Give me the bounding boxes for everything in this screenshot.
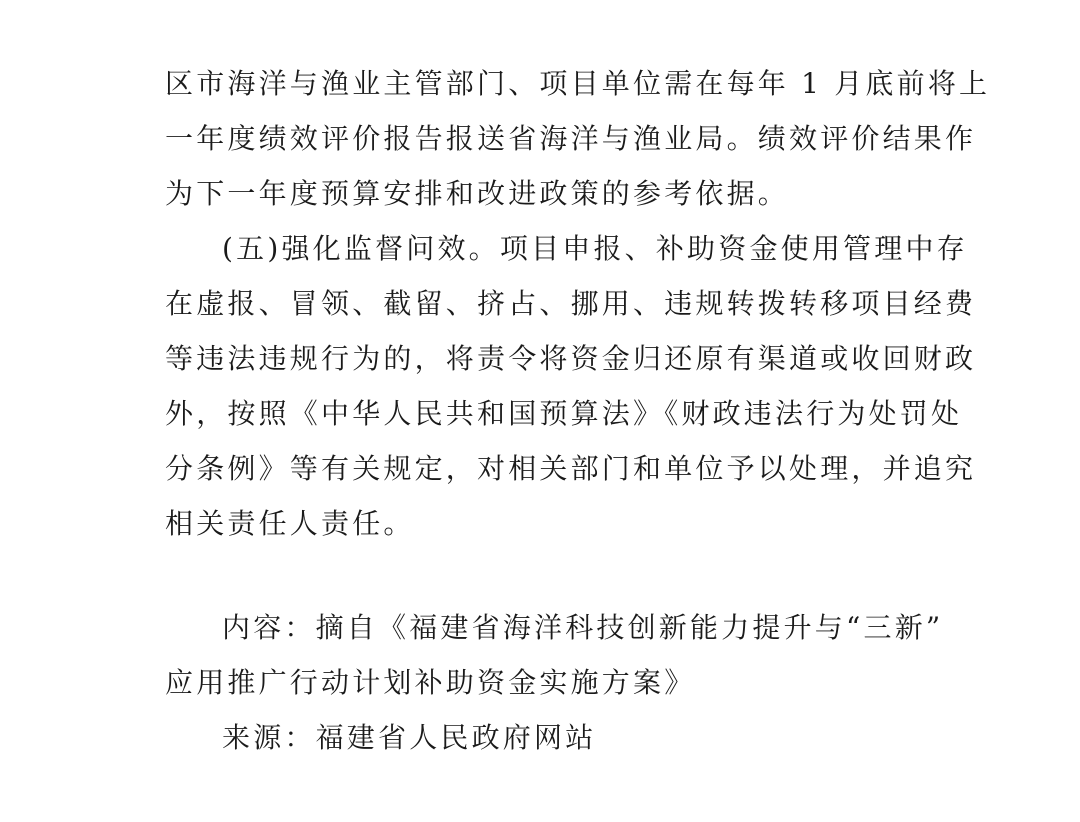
excerpt-note: 应用推广行动计划补助资金实施方案》 bbox=[165, 666, 696, 699]
text-line: 外，按照《中华人民共和国预算法》《财政违法行为处罚处 bbox=[165, 397, 963, 430]
text-line: 分条例》等有关规定，对相关部门和单位予以处理，并追究 bbox=[165, 452, 977, 485]
text-line: 相关责任人责任。 bbox=[165, 507, 415, 540]
text-line: 在虚报、冒领、截留、挤占、挪用、违规转拨转移项目经费 bbox=[165, 287, 977, 320]
source-note: 来源：福建省人民政府网站 bbox=[222, 721, 597, 754]
text-line: 为下一年度预算安排和改进政策的参考依据。 bbox=[165, 177, 790, 210]
text-line: 一年度绩效评价报告报送省海洋与渔业局。绩效评价结果作 bbox=[165, 122, 977, 155]
text-line: (五)强化监督问效。项目申报、补助资金使用管理中存 bbox=[222, 232, 968, 265]
text-line: 等违法违规行为的，将责令将资金归还原有渠道或收回财政 bbox=[165, 342, 977, 375]
excerpt-note: 内容：摘自《福建省海洋科技创新能力提升与“三新” bbox=[222, 611, 944, 644]
text-line: 区市海洋与渔业主管部门、项目单位需在每年 1 月底前将上 bbox=[165, 67, 991, 100]
